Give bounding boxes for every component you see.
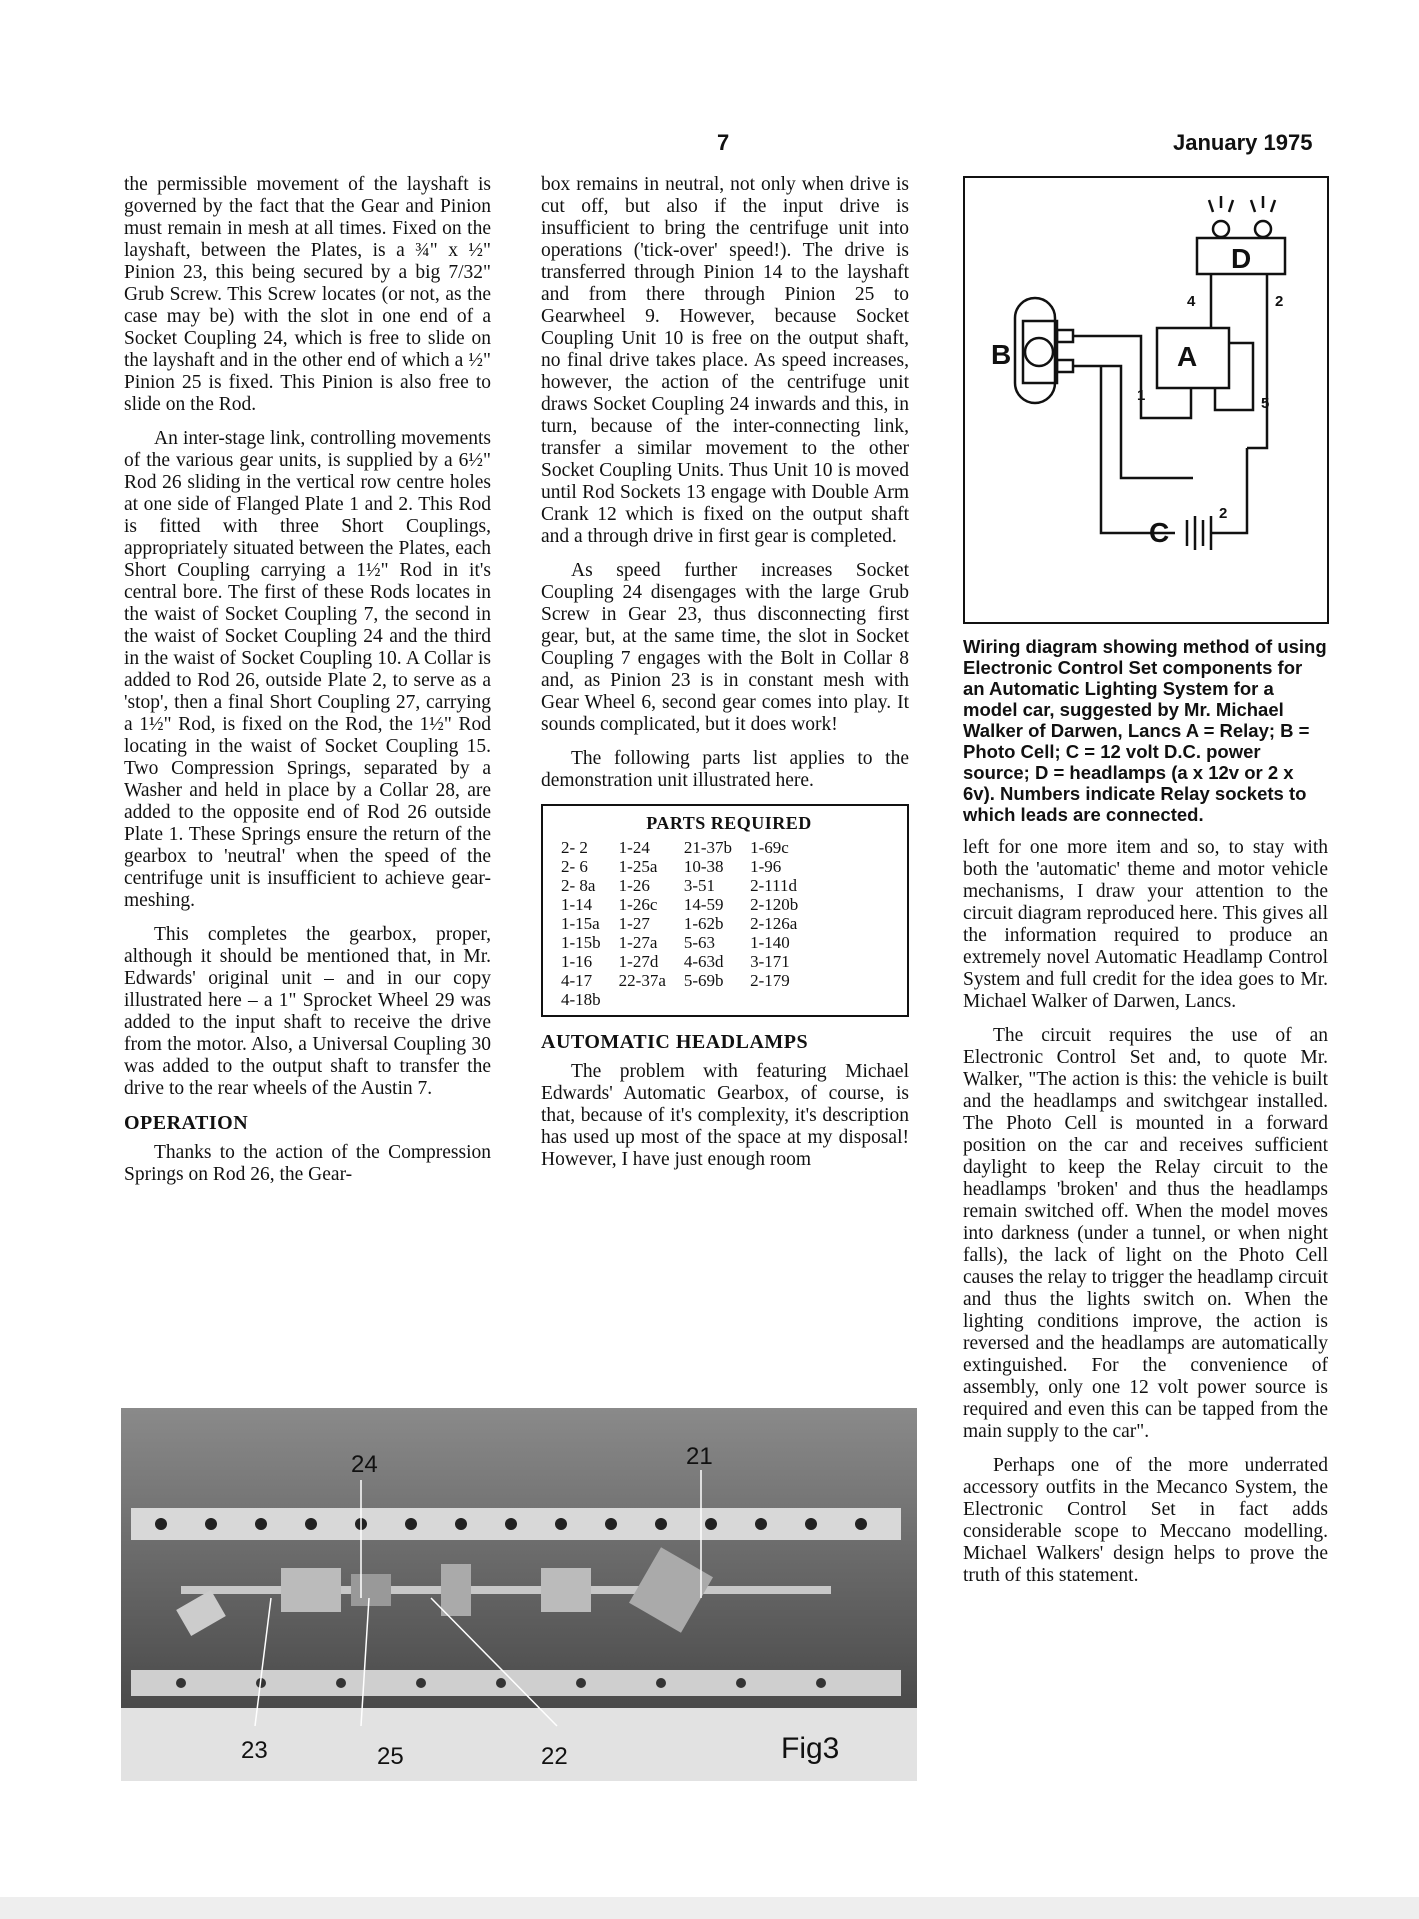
scan-edge	[0, 1897, 1419, 1919]
automatic-headlamps-heading: AUTOMATIC HEADLAMPS	[541, 1031, 809, 1053]
wire-number: 2	[1219, 505, 1228, 522]
parts-cell: 5-63	[683, 933, 716, 952]
parts-cell: 4-17	[561, 971, 593, 990]
label-c: C	[1149, 517, 1170, 548]
parts-row	[561, 895, 816, 914]
parts-cell: 2-179	[750, 971, 790, 990]
wiring-diagram-svg	[965, 178, 1327, 622]
parts-row	[561, 838, 816, 857]
parts-cell: 1-27d	[618, 952, 659, 971]
gearbox-photo	[121, 1408, 917, 1781]
parts-table	[561, 838, 816, 1009]
parts-cell: 4-18b	[561, 990, 601, 1009]
col1-paragraph: Thanks to the action of the Compression Springs on Rod 26, the Gear-	[124, 1142, 491, 1185]
parts-cell: 3-51	[683, 876, 716, 895]
column-1	[124, 174, 491, 1198]
parts-cell: 22-37a	[618, 971, 666, 990]
wire-number: 2	[1275, 293, 1284, 310]
parts-title: PARTS REQUIRED	[646, 813, 812, 833]
parts-cell: 1-15b	[561, 933, 601, 952]
parts-cell: 1-96	[750, 857, 782, 876]
parts-cell: 4-63d	[683, 952, 724, 971]
parts-required-box	[541, 804, 909, 1017]
col1-paragraph: This completes the gearbox, proper, although it should be mentioned that, in Mr. Edwards' original unit – and in our copy illustrated here – a 1" Sprocket Wheel 29 was added to the input shaft to receive the drive from the motor. Also, a Universal Coupling 30 was added to the output shaft to transfer the drive to the rear wheels of the Austin 7.	[124, 924, 491, 1099]
photo-label-23: 23	[241, 1737, 268, 1764]
diagram-caption: Wiring diagram showing method of using Electronic Control Set components for an Automatic Lighting System for a model car, suggested by Mr. Michael Walker of Darwen, Lancs A = Relay; B = Photo Cell; C = 12 volt D.C. power source; D = headlamps (a x 12v or 2 x 6v). Numbers indicate Relay sockets to which leads are connected.	[963, 636, 1327, 825]
parts-cell: 2-120b	[750, 895, 799, 914]
parts-cell: 14-59	[683, 895, 724, 914]
parts-cell: 1-16	[561, 952, 593, 971]
column-2	[541, 174, 909, 1183]
label-b: B	[991, 339, 1012, 370]
parts-cell	[684, 990, 750, 1009]
figure-label: Fig3	[781, 1732, 840, 1765]
col1-paragraph: the permissible movement of the layshaft is governed by the fact that the Gear and Pinion must remain in mesh at all times. Fixed on the layshaft, between the Plates, is a ¾" x ½" Pinion 23, this being secured by a big 7/32" Grub Screw. This Screw locates (or not, as the case may be) with the slot in one end of a Socket Coupling 24, which is free to slide on the layshaft and in the other end of which a ½" Pinion 25 is fixed. This Pinion is also free to slide on the Rod.	[124, 174, 491, 415]
col2-paragraph: The problem with featuring Michael Edwards' Automatic Gearbox, of course, is that, because of it's complexity, it's description has used up most of the space at my disposal! However, I have just enough room	[541, 1061, 909, 1170]
parts-cell: 1-26	[618, 876, 650, 895]
parts-cell: 2- 8a	[561, 876, 596, 895]
parts-row	[561, 876, 816, 895]
photo-label-24: 24	[351, 1451, 378, 1478]
parts-cell: 2- 6	[561, 857, 588, 876]
parts-cell: 1-62b	[683, 914, 724, 933]
parts-cell: 1-26c	[618, 895, 658, 914]
parts-cell	[750, 990, 816, 1009]
photo-label-22: 22	[541, 1743, 568, 1770]
wiring-diagram	[963, 176, 1329, 624]
parts-cell: 1-27	[618, 914, 650, 933]
photo-label-21: 21	[686, 1443, 713, 1470]
wire-number: 5	[1261, 395, 1270, 412]
parts-cell: 21-37b	[683, 838, 733, 857]
col2-paragraph: As speed further increases Socket Coupling 24 disengages with the large Grub Screw in Gear 23, thus disconnecting first gear, but, at the same time, the slot in Socket Coupling 7 engages with the Bolt in Collar 8 and, as Pinion 23 is in constant mesh with Gear Wheel 6, second gear comes into play. It sounds complicated, but it does work!	[541, 560, 909, 735]
issue-date: January 1975	[1173, 130, 1313, 155]
parts-cell: 2-111d	[750, 876, 797, 895]
parts-cell	[619, 990, 684, 1009]
parts-row	[561, 952, 816, 971]
label-d: D	[1231, 243, 1252, 274]
parts-cell: 5-69b	[683, 971, 724, 990]
operation-heading: OPERATION	[124, 1112, 249, 1134]
wire-number: 4	[1187, 293, 1196, 310]
page-number: 7	[717, 130, 730, 155]
parts-cell: 1-14	[561, 895, 593, 914]
column-3	[963, 636, 1328, 1599]
parts-cell: 3-171	[750, 952, 790, 971]
parts-row	[561, 857, 816, 876]
parts-cell: 1-15a	[561, 914, 600, 933]
gearbox-photo-svg	[121, 1408, 917, 1781]
col3-paragraph: The circuit requires the use of an Electronic Control Set and, to quote Mr. Walker, "The action is this: the vehicle is built and the headlamps and switchgear installed. The Photo Cell is mounted in a forward position on the car and receives sufficient daylight to keep the Relay circuit to the headlamps 'broken' and thus the headlamps remain switched off. When the model moves into darkness (under a tunnel, or when night falls), the lack of light on the Photo Cell causes the relay to trigger the headlamp circuit and thus the lights switch on. When the lighting conditions improve, the action is reversed and the headlamps are automatically extinguished. For the convenience of assembly, only one 12 volt power source is required and even this can be tapped from the main supply to the car".	[963, 1025, 1328, 1442]
parts-row	[561, 971, 816, 990]
parts-row	[561, 933, 816, 952]
col1-paragraph: An inter-stage link, controlling movements of the various gear units, is supplied by a 6½" Rod 26 sliding in the vertical row centre holes at one side of Flanged Plate 1 and 2. This Rod is fitted with three Short Couplings, appropriately situated between the Plates, each Short Coupling carrying a 1½" Rod in it's central bore. The first of these Rods locates in the waist of Socket Coupling 7, the second in the waist of Socket Coupling 24 and the third in the waist of Socket Coupling 10. A Collar is added to Rod 26, outside Plate 2, to serve as a 'stop', then a final Short Coupling 27, carrying a 1½" Rod, is fixed on the Rod, the 1½" Rod locating in the waist of Socket Coupling 15. Two Compression Springs, separated by a Washer and held in place by a Collar 28, are added to the opposite end of Rod 26 outside Plate 1. These Springs ensure the return of the gearbox to 'neutral' when the speed of the centrifuge unit is insufficient to achieve gear-meshing.	[124, 428, 491, 911]
parts-cell: 10-38	[683, 857, 724, 876]
parts-cell: 2-126a	[750, 914, 798, 933]
label-a: A	[1177, 341, 1198, 372]
wire-number: 1	[1137, 387, 1146, 404]
parts-cell: 1-140	[750, 933, 790, 952]
col2-paragraph: box remains in neutral, not only when drive is cut off, but also if the input drive is insufficient to bring the centrifuge unit into operations ('tick-over' speed!). The drive is transferred through Pinion 14 to the layshaft and from there through Pinion 25 to Gearwheel 9. However, because Socket Coupling Unit 10 is free on the output shaft, no final drive takes place. As speed increases, however, the action of the centrifuge unit draws Socket Coupling 24 inwards and this, in turn, because of the inter-connecting link, transfer a similar movement to the other Socket Coupling Units. Thus Unit 10 is moved until Rod Sockets 13 engage with Double Arm Crank 12 which is fixed on the output shaft and a through drive in first gear is completed.	[541, 174, 909, 547]
col3-paragraph: Perhaps one of the more underrated accessory outfits in the Mecanco System, the Electronic Control Set in fact adds considerable scope to Meccano modelling. Michael Walkers' design helps to prove the truth of this statement.	[963, 1455, 1328, 1586]
parts-cell: 1-69c	[750, 838, 789, 857]
col2-paragraph: The following parts list applies to the demonstration unit illustrated here.	[541, 748, 909, 791]
parts-cell: 1-27a	[618, 933, 658, 952]
parts-row	[561, 990, 816, 1009]
parts-row	[561, 914, 816, 933]
parts-cell: 1-25a	[618, 857, 658, 876]
col3-paragraph: left for one more item and so, to stay with both the 'automatic' theme and motor vehicle mechanisms, I draw your attention to the circuit diagram reproduced here. This gives all the information required to produce an extremely novel Automatic Headlamp Control System and full credit for the idea goes to Mr. Michael Walker of Darwen, Lancs.	[963, 837, 1328, 1012]
parts-cell: 1-24	[618, 838, 650, 857]
parts-cell: 2- 2	[561, 838, 588, 857]
photo-label-25: 25	[377, 1743, 404, 1770]
